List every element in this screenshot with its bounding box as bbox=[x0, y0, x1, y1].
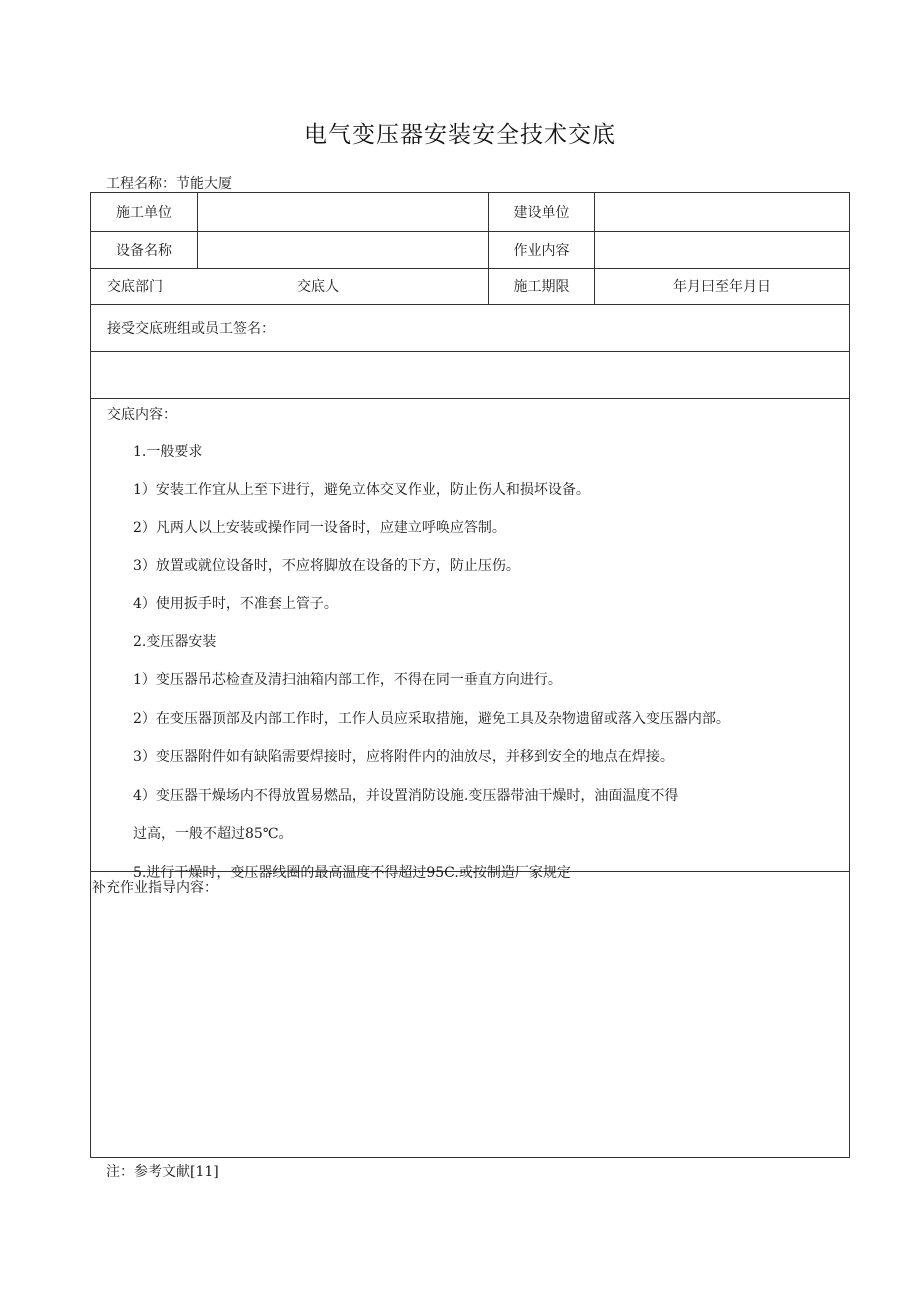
builder-unit-field[interactable] bbox=[595, 193, 849, 231]
document-title: 电气变压器安装安全技术交底 bbox=[304, 122, 616, 148]
handover-person-label: 交底人 bbox=[297, 279, 339, 295]
construction-unit-field[interactable] bbox=[198, 193, 488, 231]
content-line: 2）凡两人以上安装或操作同一设备时，应建立呼唤应答制。 bbox=[133, 520, 506, 536]
handover-dept-label: 交底部门 bbox=[107, 279, 163, 295]
content-line: 1）安装工作宜从上至下进行，避免立体交叉作业，防止伤人和损坏设备。 bbox=[133, 482, 590, 498]
handover-form-table bbox=[90, 192, 850, 1158]
content-line: 3）变压器附件如有缺陷需要焊接时，应将附件内的油放尽，并移到安全的地点在焊接。 bbox=[133, 749, 674, 765]
content-line: 过高，一般不超过85℃。 bbox=[133, 826, 293, 842]
signature-area[interactable] bbox=[92, 352, 848, 398]
period-label: 施工期限 bbox=[513, 279, 570, 295]
builder-unit-label: 建设单位 bbox=[513, 205, 570, 221]
period-value: 年月曰至年月日 bbox=[673, 279, 771, 295]
content-line: 4）变压器干燥场内不得放置易燃品，并设置消防设施.变压器带油干燥时，油面温度不得 bbox=[133, 788, 679, 804]
supplement-label: 补充作业指导内容： bbox=[92, 880, 218, 896]
content-line: 4）使用扳手时，不准套上管子。 bbox=[133, 596, 338, 612]
equipment-name-label: 设备名称 bbox=[116, 242, 172, 259]
content-line: 1）变压器吊芯检查及清扫油箱内部工作，不得在同一垂直方向进行。 bbox=[133, 672, 562, 688]
supplement-area[interactable] bbox=[92, 893, 848, 1155]
receiver-signature-label: 接受交底班组或员工签名： bbox=[107, 320, 275, 337]
content-line: 2）在变压器顶部及内部工作时，工作人员应采取措施，避免工具及杂物遗留或落入变压器内部。 bbox=[133, 711, 730, 727]
content-line: 2.变压器安装 bbox=[133, 634, 217, 650]
equipment-name-field[interactable] bbox=[198, 231, 488, 268]
content-heading: 交底内容： bbox=[107, 407, 177, 423]
content-line: 1.一般要求 bbox=[133, 444, 203, 460]
content-line: 3）放置或就位设备时，不应将脚放在设备的下方，防止压伤。 bbox=[133, 558, 520, 574]
reference-note: 注：参考文献[11] bbox=[106, 1164, 219, 1180]
content-line: 5.进行干燥时，变压器线圈的最高温度不得超过95C.或按制造厂家规定 bbox=[133, 865, 571, 881]
handover-content bbox=[91, 393, 849, 881]
work-content-field[interactable] bbox=[595, 231, 849, 268]
work-content-label: 作业内容 bbox=[513, 242, 570, 259]
construction-unit-label: 施工单位 bbox=[116, 205, 172, 221]
project-name: 工程名称：节能大厦 bbox=[106, 176, 232, 192]
